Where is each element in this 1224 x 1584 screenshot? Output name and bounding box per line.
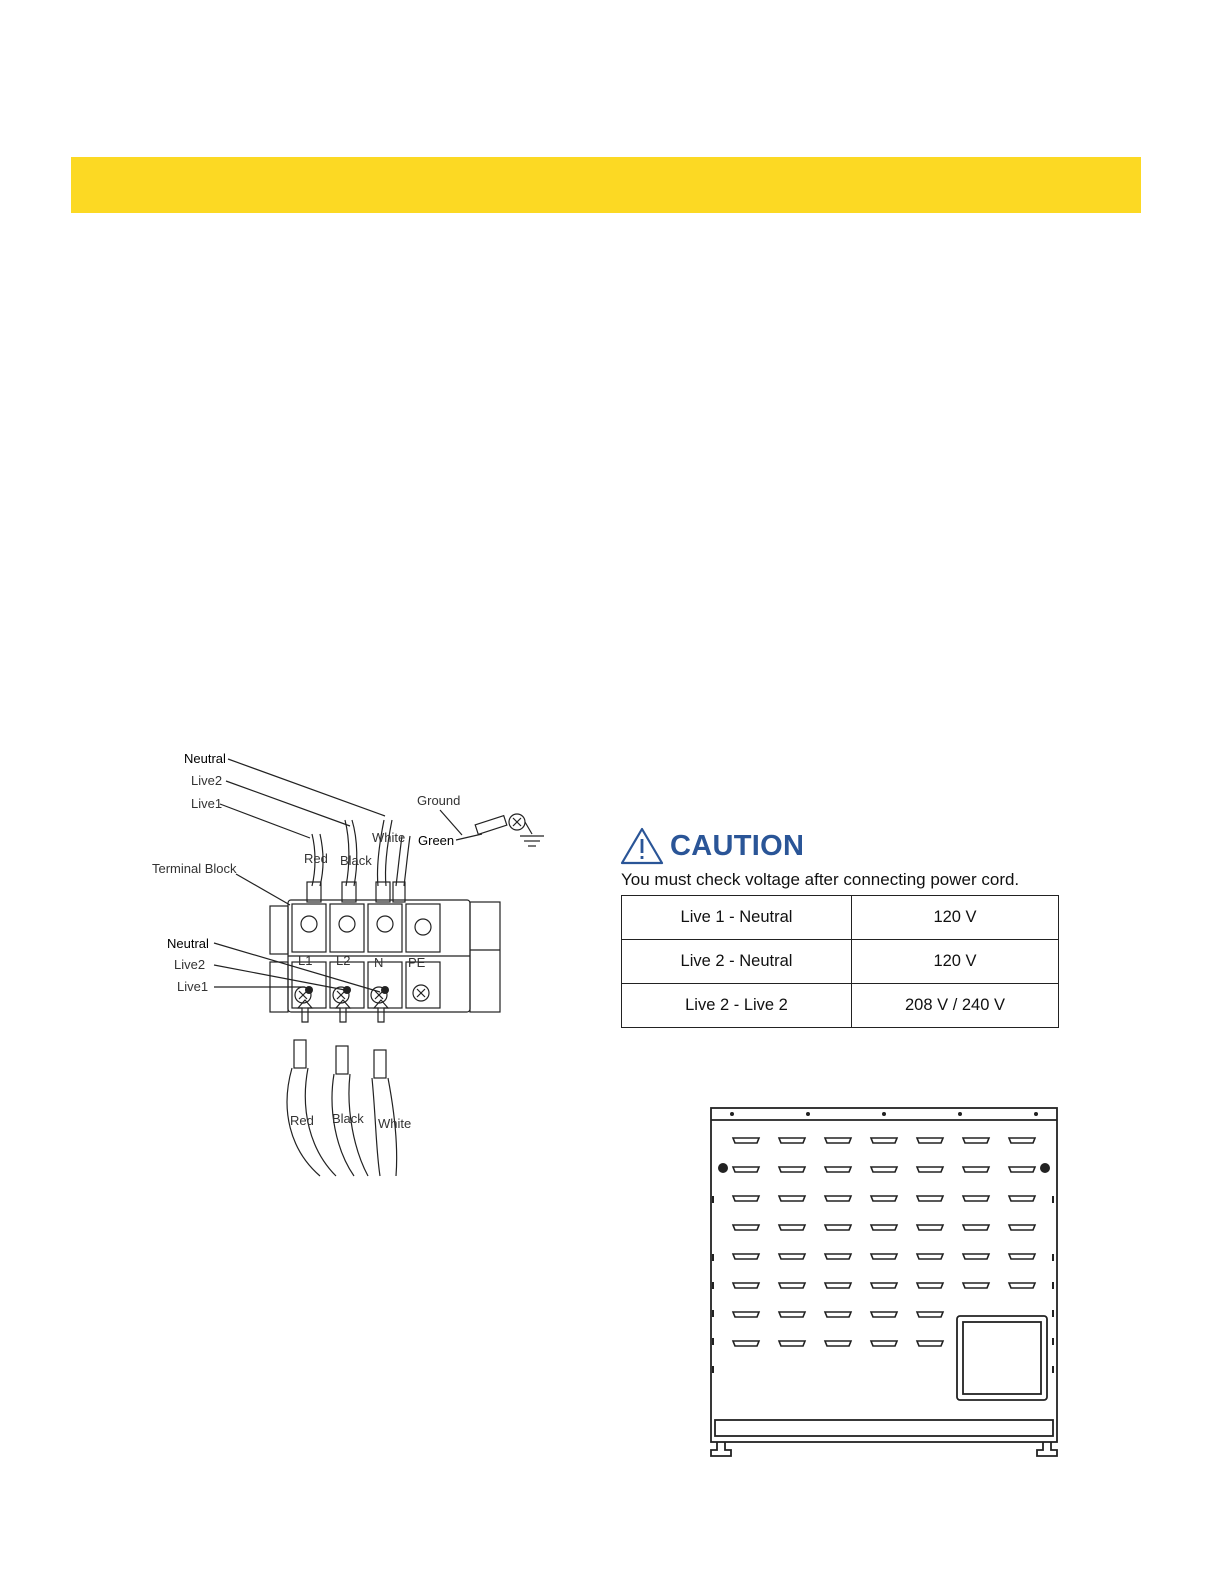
side-slot bbox=[712, 1366, 714, 1373]
label-live1-mid: Live1 bbox=[177, 979, 209, 994]
vent-slot bbox=[733, 1254, 759, 1259]
vent-slot bbox=[733, 1167, 759, 1172]
label-terminal-l1: L1 bbox=[298, 953, 313, 968]
label-live2-mid: Live2 bbox=[174, 957, 206, 972]
vent-slot bbox=[779, 1254, 805, 1259]
side-slot bbox=[712, 1196, 714, 1203]
vent-slot bbox=[779, 1312, 805, 1317]
label-terminal-n: N bbox=[374, 955, 384, 970]
vent-slot bbox=[825, 1254, 851, 1259]
vent-slot bbox=[963, 1138, 989, 1143]
label-black-bottom: Black bbox=[332, 1111, 364, 1126]
vent-slot bbox=[963, 1167, 989, 1172]
label-red-bottom: Red bbox=[290, 1113, 314, 1128]
vent-slot bbox=[871, 1138, 897, 1143]
vent-slot bbox=[871, 1341, 897, 1346]
section-header-banner bbox=[71, 157, 1141, 213]
vent-slot bbox=[871, 1254, 897, 1259]
voltage-value: 208 V / 240 V bbox=[852, 984, 1059, 1028]
vent-slot bbox=[733, 1225, 759, 1230]
label-terminal-l2: L2 bbox=[336, 953, 351, 968]
side-slot bbox=[1052, 1310, 1054, 1317]
vent-slot bbox=[917, 1225, 943, 1230]
label-terminal-pe: PE bbox=[408, 955, 426, 970]
side-slot bbox=[712, 1338, 714, 1345]
appliance-rear-panel-diagram bbox=[705, 1104, 1065, 1464]
table-row bbox=[622, 984, 1059, 1028]
voltage-table bbox=[621, 895, 1059, 1028]
side-slot bbox=[1052, 1254, 1054, 1261]
vent-slot bbox=[871, 1167, 897, 1172]
vent-slot bbox=[779, 1225, 805, 1230]
side-slot bbox=[1052, 1338, 1054, 1345]
vent-slot bbox=[917, 1196, 943, 1201]
caution-title: CAUTION bbox=[670, 829, 805, 862]
vent-slot bbox=[779, 1167, 805, 1172]
label-ground: Ground bbox=[417, 793, 461, 808]
vent-slot bbox=[733, 1283, 759, 1288]
side-slot bbox=[712, 1310, 714, 1317]
vent-slot bbox=[825, 1196, 851, 1201]
caution-message: You must check voltage after connecting power cord. bbox=[621, 870, 1020, 889]
vent-slot bbox=[779, 1196, 805, 1201]
vent-slot bbox=[733, 1196, 759, 1201]
vent-slot bbox=[733, 1341, 759, 1346]
vent-slot bbox=[779, 1341, 805, 1346]
voltage-value: 120 V bbox=[852, 940, 1059, 984]
vent-slot bbox=[917, 1312, 943, 1317]
label-neutral-mid: Neutral bbox=[167, 936, 209, 951]
label-white-bottom: White bbox=[378, 1116, 412, 1131]
vent-slot bbox=[1009, 1196, 1035, 1201]
vent-slot bbox=[917, 1341, 943, 1346]
side-slot bbox=[712, 1254, 714, 1261]
caution-header bbox=[620, 826, 804, 866]
vent-slot bbox=[1009, 1167, 1035, 1172]
voltage-value: 120 V bbox=[852, 896, 1059, 940]
side-slot bbox=[1052, 1366, 1054, 1373]
label-neutral-top: Neutral bbox=[184, 751, 226, 766]
voltage-pair: Live 2 - Neutral bbox=[622, 940, 852, 984]
vent-slot bbox=[963, 1225, 989, 1230]
label-black-top: Black bbox=[340, 853, 372, 868]
vent-slot bbox=[1009, 1225, 1035, 1230]
vent-slot bbox=[825, 1312, 851, 1317]
warning-triangle-icon bbox=[620, 827, 664, 865]
side-slot bbox=[712, 1282, 714, 1289]
label-terminal-block: Terminal Block bbox=[152, 861, 237, 876]
label-white-top: White bbox=[372, 830, 406, 845]
side-slot bbox=[1052, 1282, 1054, 1289]
table-row bbox=[622, 940, 1059, 984]
vent-slot bbox=[917, 1283, 943, 1288]
label-red-top: Red bbox=[304, 851, 328, 866]
vent-slot bbox=[963, 1196, 989, 1201]
vent-slot bbox=[825, 1283, 851, 1288]
label-live2-top: Live2 bbox=[191, 773, 223, 788]
vent-slot bbox=[1009, 1283, 1035, 1288]
voltage-pair: Live 1 - Neutral bbox=[622, 896, 852, 940]
terminal-block-wiring-diagram bbox=[140, 740, 570, 1190]
vent-slot bbox=[871, 1225, 897, 1230]
label-green: Green bbox=[418, 833, 455, 848]
vent-slot bbox=[733, 1312, 759, 1317]
vent-slot bbox=[825, 1225, 851, 1230]
vent-slot bbox=[825, 1167, 851, 1172]
vent-slot bbox=[825, 1341, 851, 1346]
vent-slot bbox=[779, 1138, 805, 1143]
vent-slot bbox=[825, 1138, 851, 1143]
voltage-pair: Live 2 - Live 2 bbox=[622, 984, 852, 1028]
vent-slot bbox=[1009, 1254, 1035, 1259]
vent-slot bbox=[871, 1196, 897, 1201]
vent-slot bbox=[733, 1138, 759, 1143]
vent-slot bbox=[963, 1283, 989, 1288]
vent-slot bbox=[917, 1254, 943, 1259]
vent-slot bbox=[1009, 1138, 1035, 1143]
table-row bbox=[622, 896, 1059, 940]
label-live1-top: Live1 bbox=[191, 796, 223, 811]
side-slot bbox=[1052, 1196, 1054, 1203]
vent-slot bbox=[917, 1138, 943, 1143]
vent-slot bbox=[963, 1254, 989, 1259]
vent-slot bbox=[917, 1167, 943, 1172]
vent-slot bbox=[779, 1283, 805, 1288]
vent-slot bbox=[871, 1312, 897, 1317]
vent-slot bbox=[871, 1283, 897, 1288]
